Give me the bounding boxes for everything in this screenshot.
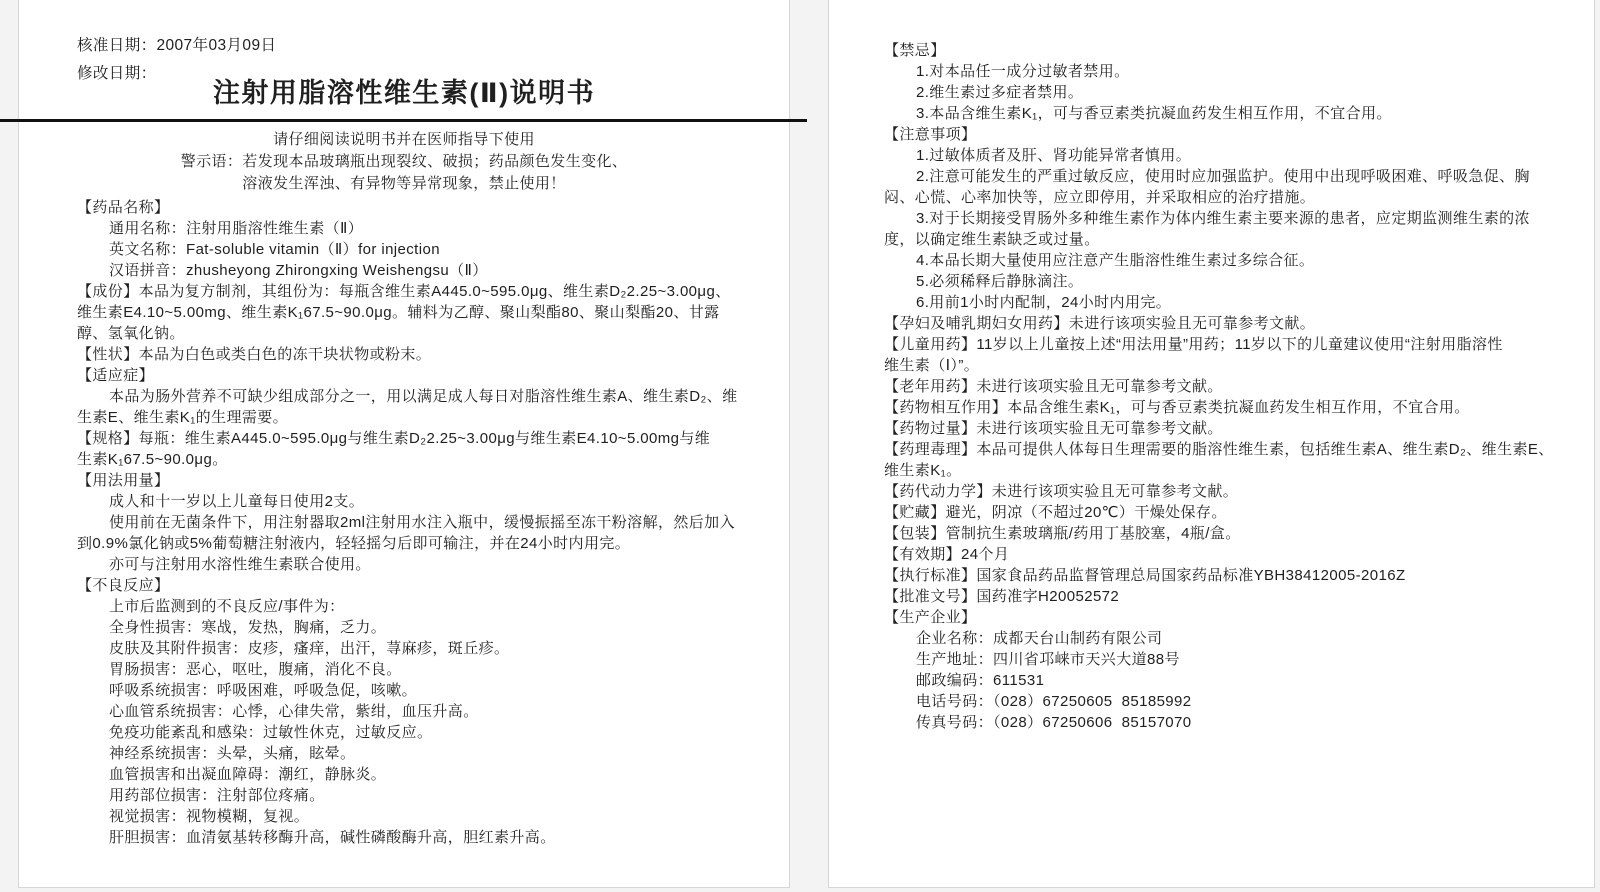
notice-line: 溶液发生浑浊、有异物等异常现象，禁止使用！: [242, 175, 566, 192]
doc-line: 汉语拼音：zhusheyong Zhirongxing Weishengsu（Ⅱ）: [109, 262, 488, 279]
doc-line: 上市后监测到的不良反应/事件为：: [109, 598, 345, 615]
doc-line: 英文名称：Fat-soluble vitamin（Ⅱ）for injection: [109, 241, 440, 258]
doc-line: 2.注意可能发生的严重过敏反应，使用时应加强监护。使用中出现呼吸困难、呼吸急促、胸: [916, 168, 1530, 185]
doc-line: 3.对于长期接受胃肠外多种维生素作为体内维生素主要来源的患者，应定期监测维生素的浓: [916, 210, 1530, 227]
doc-line: 肝胆损害：血清氨基转移酶升高，碱性磷酸酶升高，胆红素升高。: [109, 829, 556, 846]
doc-line: 呼吸系统损害：呼吸困难，呼吸急促，咳嗽。: [109, 682, 418, 699]
doc-line: 生产地址：四川省邛崃市天兴大道88号: [916, 651, 1180, 668]
section-line: 【生产企业】: [884, 609, 977, 626]
section-line: 【老年用药】未进行该项实验且无可靠参考文献。: [884, 378, 1223, 395]
doc-line: 使用前在无菌条件下，用注射器取2ml注射用水注入瓶中，缓慢振摇至冻干粉溶解，然后加入: [109, 514, 735, 531]
section-line: 【禁忌】: [884, 42, 946, 59]
doc-line: 维生素K₁。: [884, 462, 962, 479]
title-divider-rule: [0, 119, 807, 122]
doc-line: 闷、心慌、心率加快等，应立即停用，并采取相应的治疗措施。: [884, 189, 1316, 206]
notice-line: 请仔细阅读说明书并在医师指导下使用: [273, 131, 535, 148]
section-line: 【孕妇及哺乳期妇女用药】未进行该项实验且无可靠参考文献。: [884, 315, 1316, 332]
doc-line: 6.用前1小时内配制，24小时内用完。: [916, 294, 1172, 311]
doc-line: 亦可与注射用水溶性维生素联合使用。: [109, 556, 371, 573]
section-line: 【性状】本品为白色或类白色的冻干块状物或粉末。: [77, 346, 432, 363]
section-line: 【药代动力学】未进行该项实验且无可靠参考文献。: [884, 483, 1239, 500]
doc-line: 本品为肠外营养不可缺少组成部分之一，用以满足成人每日对脂溶性维生素A、维生素D₂、维: [109, 388, 738, 405]
doc-line: 醇、氢氧化钠。: [77, 325, 185, 342]
doc-line: 到0.9%氯化钠或5%葡萄糖注射液内，轻轻摇匀后即可输注，并在24小时内用完。: [77, 535, 631, 552]
doc-line: 生素E、维生素K₁的生理需要。: [77, 409, 289, 426]
doc-line: 神经系统损害：头晕，头痛，眩晕。: [109, 745, 356, 762]
doc-line: 用药部位损害：注射部位疼痛。: [109, 787, 325, 804]
section-line: 【药品名称】: [77, 199, 170, 216]
section-line: 【用法用量】: [77, 472, 170, 489]
doc-line: 皮肤及其附件损害：皮疹，瘙痒，出汗，荨麻疹，斑丘疹。: [109, 640, 510, 657]
doc-line: 维生素E4.10~5.00mg、维生素K₁67.5~90.0μg。辅料为乙醇、聚山梨酯80、聚山梨酯20、甘露: [77, 304, 720, 321]
doc-line: 1.对本品任一成分过敏者禁用。: [916, 63, 1130, 80]
section-line: 【注意事项】: [884, 126, 977, 143]
doc-line: 维生素（Ⅰ）”。: [884, 357, 980, 374]
doc-line: 心血管系统损害：心悸，心律失常，紫绀，血压升高。: [109, 703, 479, 720]
section-line: 【适应症】: [77, 367, 155, 384]
doc-line: 胃肠损害：恶心，呕吐，腹痛，消化不良。: [109, 661, 402, 678]
doc-line: 度，以确定维生素缺乏或过量。: [884, 231, 1100, 248]
page-title: 注射用脂溶性维生素(Ⅱ)说明书: [212, 78, 596, 108]
section-line: 【执行标准】国家食品药品监督管理总局国家药品标准YBH38412005-2016Z: [884, 567, 1406, 584]
page-left: [18, 0, 790, 888]
doc-line: 血管损害和出凝血障碍：潮红，静脉炎。: [109, 766, 387, 783]
notice-line: 警示语：若发现本品玻璃瓶出现裂纹、破损；药品颜色发生变化、: [180, 153, 628, 170]
doc-line: 3.本品含维生素K₁，可与香豆素类抗凝血药发生相互作用，不宜合用。: [916, 105, 1392, 122]
section-line: 【成份】本品为复方制剂，其组份为：每瓶含维生素A445.0~595.0μg、维生素D₂2.25~3.00μg、: [77, 283, 731, 300]
revision-date: 修改日期：: [77, 65, 157, 82]
doc-line: 通用名称：注射用脂溶性维生素（Ⅱ）: [109, 220, 364, 237]
page-left-body: [77, 197, 739, 848]
doc-line: 成人和十一岁以上儿童每日使用2支。: [109, 493, 365, 510]
doc-line: 4.本品长期大量使用应注意产生脂溶性维生素过多综合征。: [916, 252, 1315, 269]
section-line: 【包装】管制抗生素玻璃瓶/药用丁基胶塞，4瓶/盒。: [884, 525, 1241, 542]
section-line: 【不良反应】: [77, 577, 170, 594]
warning-notice: [19, 129, 789, 195]
doc-line: 企业名称：成都天台山制药有限公司: [916, 630, 1163, 647]
page-right: [828, 0, 1595, 888]
doc-line: 1.过敏体质者及肝、肾功能异常者慎用。: [916, 147, 1192, 164]
section-line: 【儿童用药】11岁以上儿童按上述“用法用量”用药；11岁以下的儿童建议使用“注射用脂溶性: [884, 336, 1503, 353]
section-line: 【药物相互作用】本品含维生素K₁，可与香豆素类抗凝血药发生相互作用，不宜合用。: [884, 399, 1470, 416]
section-line: 【有效期】24个月: [884, 546, 1010, 563]
section-line: 【批准文号】国药准字H20052572: [884, 588, 1120, 605]
approval-date: 核准日期：2007年03月09日: [77, 37, 277, 54]
doc-line: 生素K₁67.5~90.0μg。: [77, 451, 228, 468]
doc-line: 5.必须稀释后静脉滴注。: [916, 273, 1084, 290]
doc-line: 免疫功能紊乱和感染：过敏性休克，过敏反应。: [109, 724, 433, 741]
doc-line: 视觉损害：视物模糊，复视。: [109, 808, 310, 825]
page-right-body: [884, 40, 1552, 733]
doc-line: 电话号码：（028）67250605 85185992: [916, 693, 1192, 710]
doc-line: 传真号码：（028）67250606 85157070: [916, 714, 1192, 731]
section-line: 【药物过量】未进行该项实验且无可靠参考文献。: [884, 420, 1223, 437]
section-line: 【规格】每瓶：维生素A445.0~595.0μg与维生素D₂2.25~3.00μg与维生素E4.10~5.00mg与维: [77, 430, 711, 447]
doc-line: 邮政编码：611531: [916, 672, 1045, 689]
section-line: 【贮藏】避光，阴凉（不超过20℃）干燥处保存。: [884, 504, 1227, 521]
doc-line: 全身性损害：寒战，发热，胸痛，乏力。: [109, 619, 387, 636]
section-line: 【药理毒理】本品可提供人体每日生理需要的脂溶性维生素，包括维生素A、维生素D₂、维生素E、: [884, 441, 1554, 458]
doc-line: 2.维生素过多症者禁用。: [916, 84, 1084, 101]
